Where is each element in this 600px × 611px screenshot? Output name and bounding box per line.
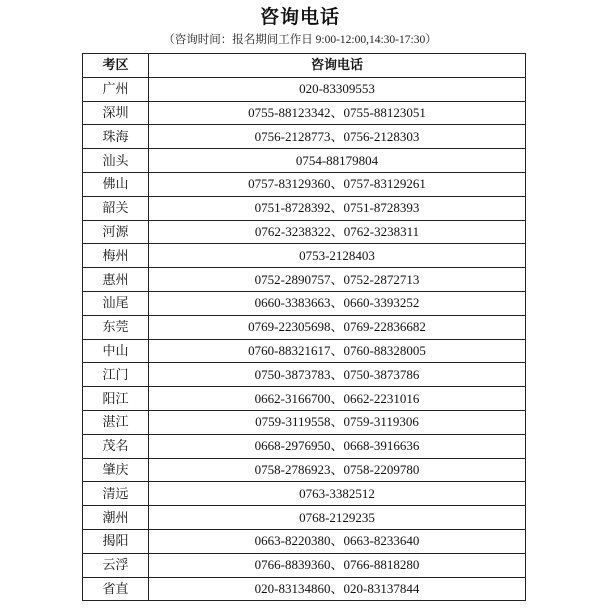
region-cell: 韶关 [83,196,149,220]
table-row [83,482,526,506]
table-row [83,291,526,315]
region-cell: 中山 [83,339,149,363]
table-row [83,172,526,196]
table-row [83,506,526,530]
table-row [83,458,526,482]
region-cell: 深圳 [83,101,149,125]
phone-cell: 0751-8728392、0751-8728393 [149,196,526,220]
phone-cell: 0769-22305698、0769-22836682 [149,315,526,339]
region-cell: 阳江 [83,387,149,411]
table-row [83,410,526,434]
table-header-row [83,54,526,78]
table-row [83,196,526,220]
table-row [83,101,526,125]
phone-cell: 0758-2786923、0758-2209780 [149,458,526,482]
region-cell: 清远 [83,482,149,506]
contact-table [82,53,526,601]
region-cell: 河源 [83,220,149,244]
phone-cell: 0662-3166700、0662-2231016 [149,387,526,411]
table-row [83,387,526,411]
region-cell: 省直 [83,577,149,601]
region-cell: 佛山 [83,172,149,196]
phone-cell: 0660-3383663、0660-3393252 [149,291,526,315]
phone-column-header: 咨询电话 [149,54,526,78]
consultation-hours: （咨询时间：报名期间工作日 9:00-12:00,14:30-17:30） [163,34,437,46]
region-cell: 潮州 [83,506,149,530]
page-title: 咨询电话 [259,7,340,28]
table-row [83,268,526,292]
phone-cell: 020-83309553 [149,77,526,101]
table-row [83,363,526,387]
table-row [83,125,526,149]
region-cell: 茂名 [83,434,149,458]
region-cell: 珠海 [83,125,149,149]
table-row [83,315,526,339]
phone-cell: 0766-8839360、0766-8818280 [149,553,526,577]
table-row [83,434,526,458]
phone-cell: 0755-88123342、0755-88123051 [149,101,526,125]
phone-cell: 0663-8220380、0663-8233640 [149,529,526,553]
table-row [83,77,526,101]
table-row [83,149,526,173]
region-cell: 湛江 [83,410,149,434]
phone-cell: 0757-83129360、0757-83129261 [149,172,526,196]
phone-cell: 0754-88179804 [149,149,526,173]
phone-cell: 0750-3873783、0750-3873786 [149,363,526,387]
table-row [83,244,526,268]
table-row [83,577,526,601]
phone-cell: 0759-3119558、0759-3119306 [149,410,526,434]
region-column-header: 考区 [83,54,149,78]
table-row [83,339,526,363]
phone-cell: 0753-2128403 [149,244,526,268]
table-row [83,553,526,577]
phone-cell: 0760-88321617、0760-88328005 [149,339,526,363]
phone-cell: 0763-3382512 [149,482,526,506]
region-cell: 东莞 [83,315,149,339]
region-cell: 汕尾 [83,291,149,315]
region-cell: 汕头 [83,149,149,173]
region-cell: 梅州 [83,244,149,268]
table-row [83,220,526,244]
table-row [83,529,526,553]
region-cell: 江门 [83,363,149,387]
region-cell: 广州 [83,77,149,101]
phone-cell: 020-83134860、020-83137844 [149,577,526,601]
phone-cell: 0762-3238322、0762-3238311 [149,220,526,244]
phone-cell: 0752-2890757、0752-2872713 [149,268,526,292]
phone-cell: 0668-2976950、0668-3916636 [149,434,526,458]
phone-cell: 0768-2129235 [149,506,526,530]
phone-cell: 0756-2128773、0756-2128303 [149,125,526,149]
region-cell: 云浮 [83,553,149,577]
region-cell: 惠州 [83,268,149,292]
region-cell: 揭阳 [83,529,149,553]
region-cell: 肇庆 [83,458,149,482]
